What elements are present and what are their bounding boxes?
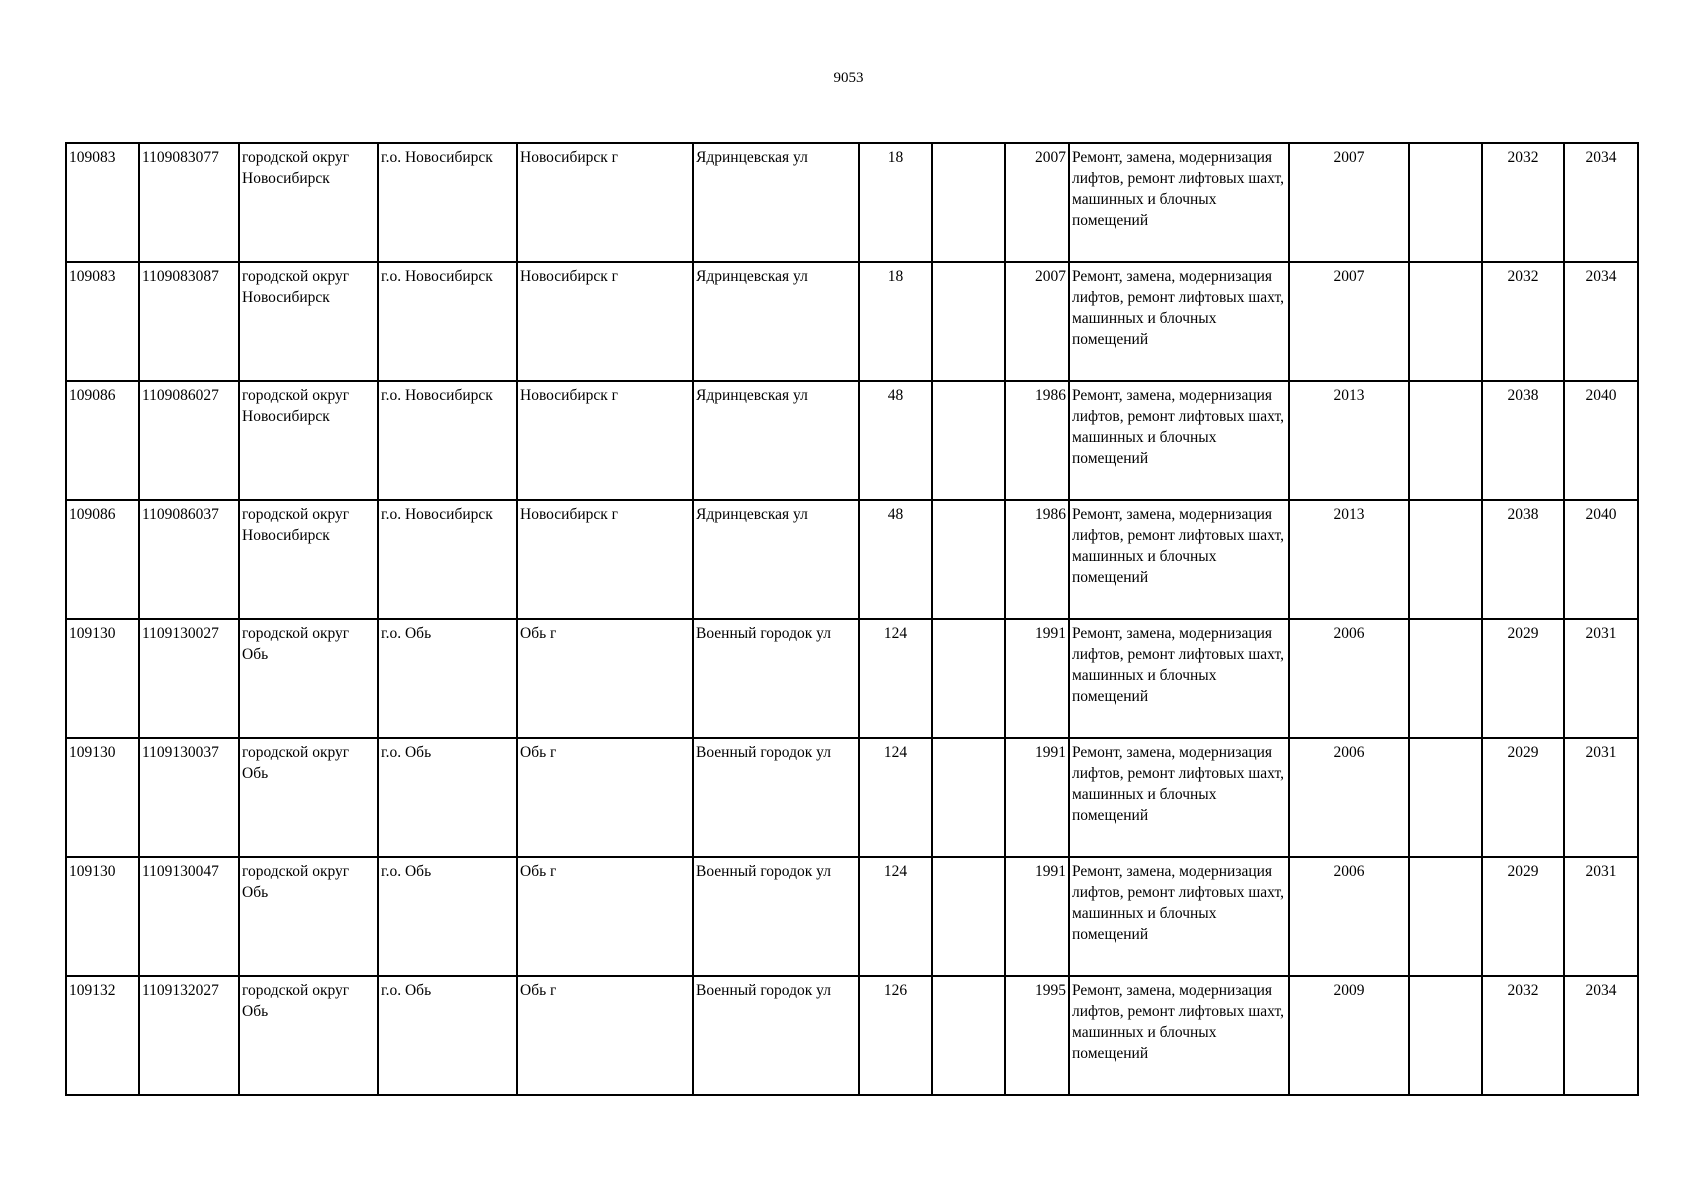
locality-cell: г.о. Обь xyxy=(378,738,517,857)
row-id-cell: 109130 xyxy=(66,619,139,738)
street-cell: Ядринцевская ул xyxy=(693,262,859,381)
empty-cell xyxy=(932,262,1005,381)
locality-cell: г.о. Новосибирск xyxy=(378,500,517,619)
empty-cell xyxy=(1409,857,1482,976)
locality-cell: г.о. Обь xyxy=(378,976,517,1095)
city-cell: Обь г xyxy=(517,738,693,857)
house-number-cell: 18 xyxy=(859,143,932,262)
city-cell: Обь г xyxy=(517,619,693,738)
page-number: 9053 xyxy=(833,70,864,86)
work-type-cell: Ремонт, замена, модернизация лифтов, ремонт лифтовых шахт, машинных и блочных помещений xyxy=(1069,976,1289,1095)
empty-cell xyxy=(1409,976,1482,1095)
empty-cell xyxy=(932,381,1005,500)
locality-cell: г.о. Новосибирск xyxy=(378,143,517,262)
city-cell: Обь г xyxy=(517,857,693,976)
plan-start-year-cell: 2029 xyxy=(1482,619,1564,738)
work-type-cell: Ремонт, замена, модернизация лифтов, ремонт лифтовых шахт, машинных и блочных помещений xyxy=(1069,262,1289,381)
empty-cell xyxy=(1409,500,1482,619)
built-year-cell: 2007 xyxy=(1005,262,1069,381)
object-code-cell: 1109086037 xyxy=(139,500,239,619)
table-row xyxy=(66,262,1638,381)
built-year-cell: 1986 xyxy=(1005,500,1069,619)
object-code-cell: 1109086027 xyxy=(139,381,239,500)
plan-end-year-cell: 2031 xyxy=(1564,738,1638,857)
district-cell: городской округ Новосибирск xyxy=(239,381,378,500)
plan-end-year-cell: 2034 xyxy=(1564,262,1638,381)
district-cell: городской округ Обь xyxy=(239,976,378,1095)
empty-cell xyxy=(1409,738,1482,857)
table-row xyxy=(66,738,1638,857)
row-id-cell: 109132 xyxy=(66,976,139,1095)
work-type-cell: Ремонт, замена, модернизация лифтов, ремонт лифтовых шахт, машинных и блочных помещений xyxy=(1069,381,1289,500)
last-repair-year-cell: 2013 xyxy=(1289,381,1409,500)
plan-start-year-cell: 2029 xyxy=(1482,738,1564,857)
plan-start-year-cell: 2038 xyxy=(1482,381,1564,500)
plan-end-year-cell: 2034 xyxy=(1564,143,1638,262)
plan-end-year-cell: 2034 xyxy=(1564,976,1638,1095)
object-code-cell: 1109130027 xyxy=(139,619,239,738)
last-repair-year-cell: 2006 xyxy=(1289,619,1409,738)
plan-start-year-cell: 2032 xyxy=(1482,262,1564,381)
plan-start-year-cell: 2029 xyxy=(1482,857,1564,976)
object-code-cell: 1109130037 xyxy=(139,738,239,857)
house-number-cell: 124 xyxy=(859,857,932,976)
locality-cell: г.о. Новосибирск xyxy=(378,381,517,500)
last-repair-year-cell: 2006 xyxy=(1289,857,1409,976)
work-type-cell: Ремонт, замена, модернизация лифтов, ремонт лифтовых шахт, машинных и блочных помещений xyxy=(1069,619,1289,738)
city-cell: Новосибирск г xyxy=(517,500,693,619)
district-cell: городской округ Новосибирск xyxy=(239,500,378,619)
plan-start-year-cell: 2032 xyxy=(1482,976,1564,1095)
city-cell: Новосибирск г xyxy=(517,262,693,381)
table-row xyxy=(66,381,1638,500)
work-type-cell: Ремонт, замена, модернизация лифтов, ремонт лифтовых шахт, машинных и блочных помещений xyxy=(1069,738,1289,857)
city-cell: Обь г xyxy=(517,976,693,1095)
street-cell: Военный городок ул xyxy=(693,619,859,738)
built-year-cell: 2007 xyxy=(1005,143,1069,262)
last-repair-year-cell: 2007 xyxy=(1289,262,1409,381)
street-cell: Ядринцевская ул xyxy=(693,143,859,262)
table-row xyxy=(66,976,1638,1095)
district-cell: городской округ Обь xyxy=(239,738,378,857)
empty-cell xyxy=(932,857,1005,976)
last-repair-year-cell: 2013 xyxy=(1289,500,1409,619)
empty-cell xyxy=(932,500,1005,619)
street-cell: Военный городок ул xyxy=(693,976,859,1095)
built-year-cell: 1991 xyxy=(1005,738,1069,857)
built-year-cell: 1995 xyxy=(1005,976,1069,1095)
plan-end-year-cell: 2040 xyxy=(1564,381,1638,500)
object-code-cell: 1109083087 xyxy=(139,262,239,381)
street-cell: Ядринцевская ул xyxy=(693,381,859,500)
built-year-cell: 1986 xyxy=(1005,381,1069,500)
district-cell: городской округ Новосибирск xyxy=(239,143,378,262)
built-year-cell: 1991 xyxy=(1005,857,1069,976)
plan-end-year-cell: 2040 xyxy=(1564,500,1638,619)
row-id-cell: 109086 xyxy=(66,381,139,500)
empty-cell xyxy=(932,738,1005,857)
plan-end-year-cell: 2031 xyxy=(1564,857,1638,976)
house-number-cell: 124 xyxy=(859,738,932,857)
street-cell: Ядринцевская ул xyxy=(693,500,859,619)
object-code-cell: 1109083077 xyxy=(139,143,239,262)
work-type-cell: Ремонт, замена, модернизация лифтов, ремонт лифтовых шахт, машинных и блочных помещений xyxy=(1069,143,1289,262)
row-id-cell: 109083 xyxy=(66,262,139,381)
house-number-cell: 124 xyxy=(859,619,932,738)
table-row xyxy=(66,143,1638,262)
row-id-cell: 109083 xyxy=(66,143,139,262)
work-type-cell: Ремонт, замена, модернизация лифтов, ремонт лифтовых шахт, машинных и блочных помещений xyxy=(1069,857,1289,976)
locality-cell: г.о. Обь xyxy=(378,619,517,738)
built-year-cell: 1991 xyxy=(1005,619,1069,738)
last-repair-year-cell: 2007 xyxy=(1289,143,1409,262)
plan-start-year-cell: 2032 xyxy=(1482,143,1564,262)
district-cell: городской округ Новосибирск xyxy=(239,262,378,381)
last-repair-year-cell: 2006 xyxy=(1289,738,1409,857)
empty-cell xyxy=(1409,381,1482,500)
empty-cell xyxy=(1409,619,1482,738)
house-number-cell: 18 xyxy=(859,262,932,381)
house-number-cell: 126 xyxy=(859,976,932,1095)
table-row xyxy=(66,857,1638,976)
city-cell: Новосибирск г xyxy=(517,381,693,500)
district-cell: городской округ Обь xyxy=(239,857,378,976)
street-cell: Военный городок ул xyxy=(693,857,859,976)
empty-cell xyxy=(932,619,1005,738)
city-cell: Новосибирск г xyxy=(517,143,693,262)
table-row xyxy=(66,619,1638,738)
object-code-cell: 1109132027 xyxy=(139,976,239,1095)
table-body xyxy=(66,143,1638,1095)
row-id-cell: 109086 xyxy=(66,500,139,619)
empty-cell xyxy=(1409,262,1482,381)
locality-cell: г.о. Новосибирск xyxy=(378,262,517,381)
empty-cell xyxy=(1409,143,1482,262)
empty-cell xyxy=(932,143,1005,262)
repair-register-table xyxy=(65,142,1639,1096)
plan-end-year-cell: 2031 xyxy=(1564,619,1638,738)
row-id-cell: 109130 xyxy=(66,857,139,976)
work-type-cell: Ремонт, замена, модернизация лифтов, ремонт лифтовых шахт, машинных и блочных помещений xyxy=(1069,500,1289,619)
empty-cell xyxy=(932,976,1005,1095)
table-row xyxy=(66,500,1638,619)
house-number-cell: 48 xyxy=(859,381,932,500)
last-repair-year-cell: 2009 xyxy=(1289,976,1409,1095)
row-id-cell: 109130 xyxy=(66,738,139,857)
street-cell: Военный городок ул xyxy=(693,738,859,857)
object-code-cell: 1109130047 xyxy=(139,857,239,976)
district-cell: городской округ Обь xyxy=(239,619,378,738)
locality-cell: г.о. Обь xyxy=(378,857,517,976)
plan-start-year-cell: 2038 xyxy=(1482,500,1564,619)
house-number-cell: 48 xyxy=(859,500,932,619)
